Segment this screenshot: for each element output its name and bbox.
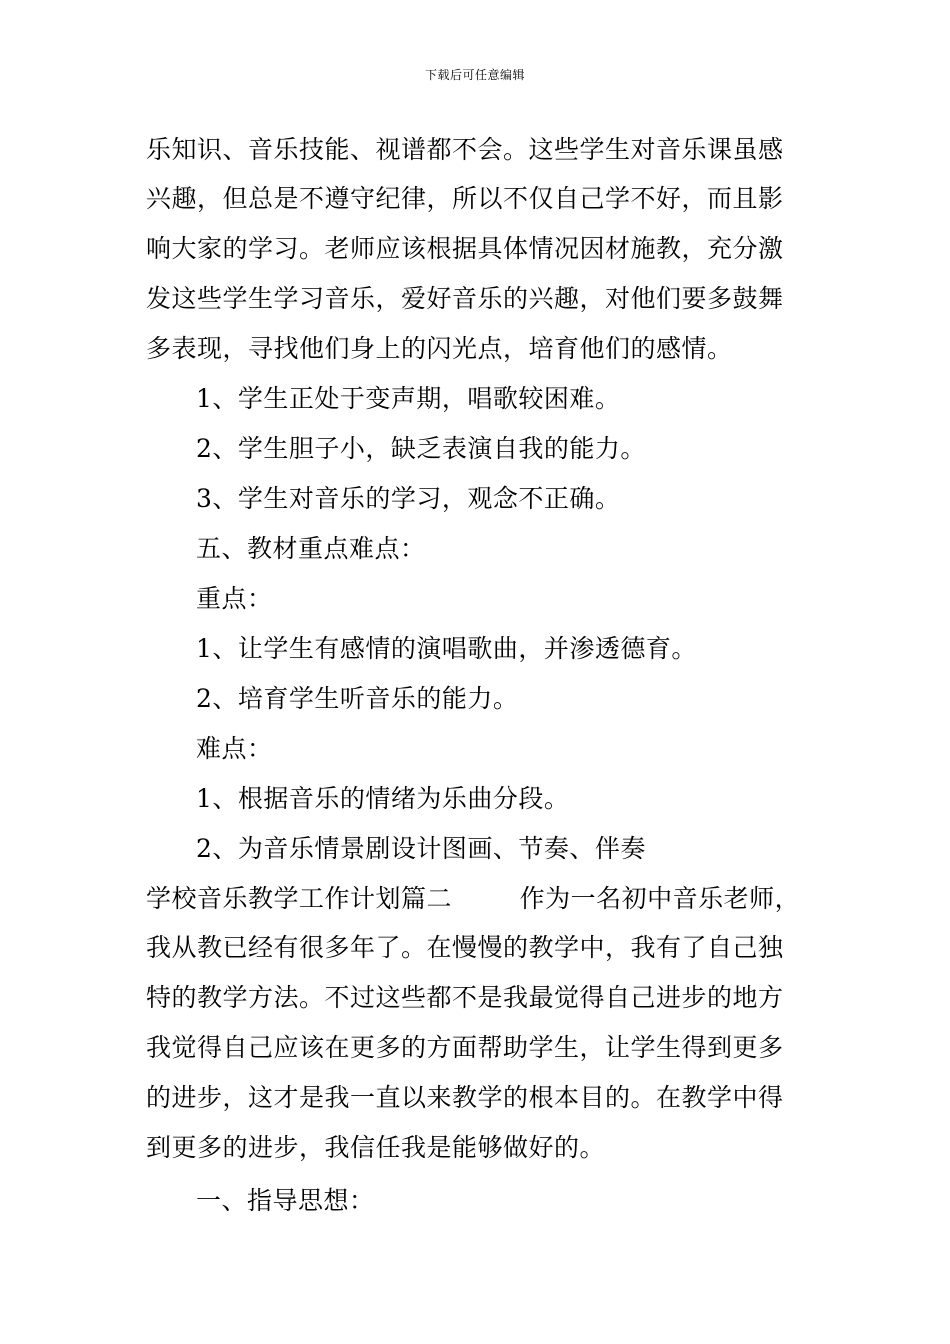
paragraph-line: 特的教学方法。不过这些都不是我最觉得自己进步的地方	[146, 983, 784, 1012]
paragraph-line: 乐知识、音乐技能、视谱都不会。这些学生对音乐课虽感	[146, 135, 784, 164]
page-header: 下载后可任意编辑	[424, 68, 525, 82]
list-item: 1、学生正处于变声期，唱歌较困难。	[196, 384, 621, 413]
list-item: 2、培育学生听音乐的能力。	[196, 684, 519, 713]
subheading: 重点：	[196, 584, 273, 613]
paragraph-line: 发这些学生学习音乐，爱好音乐的兴趣，对他们要多鼓舞	[146, 284, 784, 313]
list-item: 3、学生对音乐的学习，观念不正确。	[196, 484, 621, 513]
paragraph-line: 学校音乐教学工作计划篇二 作为一名初中音乐老师，	[146, 884, 801, 913]
list-item: 1、让学生有感情的演唱歌曲，并渗透德育。	[196, 634, 697, 663]
subheading: 难点：	[196, 734, 273, 763]
section-heading: 一、指导思想：	[196, 1186, 375, 1215]
paragraph-line: 我从教已经有很多年了。在慢慢的教学中，我有了自己独	[146, 933, 784, 962]
section-heading: 五、教材重点难点：	[196, 534, 426, 563]
paragraph-line: 我觉得自己应该在更多的方面帮助学生，让学生得到更多	[146, 1033, 784, 1062]
paragraph-line: 到更多的进步，我信任我是能够做好的。	[146, 1133, 606, 1162]
paragraph-line: 响大家的学习。老师应该根据具体情况因材施教，充分激	[146, 234, 784, 263]
paragraph-line: 的进步，这才是我一直以来教学的根本目的。在教学中得	[146, 1083, 784, 1112]
paragraph-line: 兴趣，但总是不遵守纪律，所以不仅自己学不好，而且影	[146, 184, 784, 213]
paragraph-line: 多表现，寻找他们身上的闪光点，培育他们的感情。	[146, 334, 733, 363]
list-item: 1、根据音乐的情绪为乐曲分段。	[196, 784, 570, 813]
list-item: 2、学生胆子小，缺乏表演自我的能力。	[196, 434, 646, 463]
list-item: 2、为音乐情景剧设计图画、节奏、伴奏	[196, 834, 646, 863]
